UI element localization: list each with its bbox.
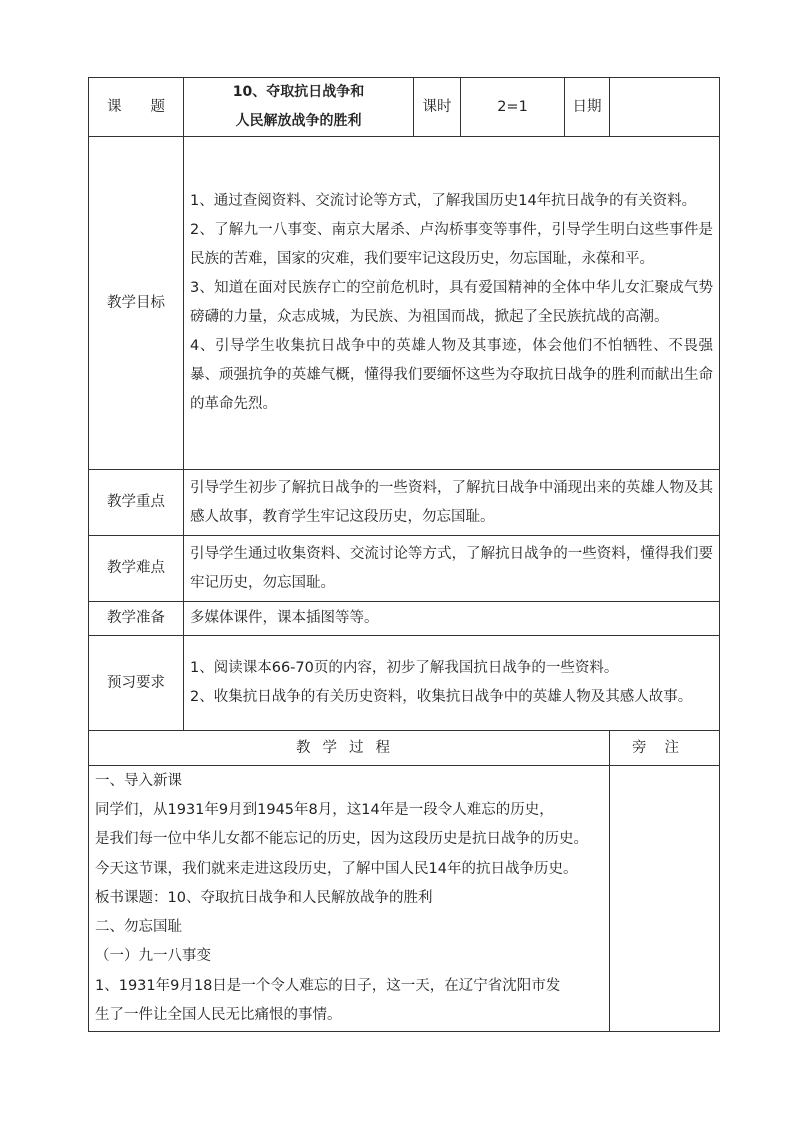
preview-item: 1、阅读课本66-70页的内容，初步了解我国抗日战争的一些资料。 bbox=[190, 660, 619, 676]
process-line: 同学们，从1931年9月到1945年8月，这14年是一段令人难忘的历史， bbox=[95, 801, 554, 818]
process-body-row bbox=[89, 766, 720, 1032]
process-line: 今天这节课，我们就来走进这段历史，了解中国人民14年的抗日战争历史。 bbox=[95, 860, 578, 877]
lesson-title-line2: 人民解放战争的胜利 bbox=[235, 113, 362, 129]
notes-header: 旁注 bbox=[610, 731, 720, 766]
preview-item: 2、收集抗日战争的有关历史资料，收集抗日战争中的英雄人物及其感人故事。 bbox=[190, 689, 693, 705]
lesson-title-line1: 10、夺取抗日战争和 bbox=[232, 84, 365, 100]
objectives-row bbox=[89, 137, 720, 470]
notes-content bbox=[610, 766, 720, 1032]
process-line: （一）九一八事变 bbox=[95, 948, 211, 965]
preparation-content bbox=[184, 602, 720, 636]
difficulties-row bbox=[89, 536, 720, 602]
process-line: 板书课题：10、夺取抗日战争和人民解放战争的胜利 bbox=[95, 889, 433, 906]
objectives-label: 教学目标 bbox=[89, 137, 184, 470]
preparation-label: 教学准备 bbox=[89, 602, 184, 636]
lesson-plan-sheet bbox=[88, 77, 719, 1032]
process-line: 二、勿忘国耻 bbox=[95, 919, 182, 936]
difficulties-label: 教学难点 bbox=[89, 536, 184, 602]
process-line: 是我们每一位中华儿女都不能忘记的历史，因为这段历史是抗日战争的历史。 bbox=[95, 831, 588, 848]
preview-label: 预习要求 bbox=[89, 636, 184, 731]
key-points-row bbox=[89, 470, 720, 536]
preparation-text: 多媒体课件，课本插图等等。 bbox=[190, 610, 379, 626]
difficulties-content bbox=[184, 536, 720, 602]
objective-item: 4、引导学生收集抗日战争中的英雄人物及其事迹，体会他们不怕牺牲、不畏强暴、顽强抗争的英雄气概，懂得我们要缅怀这些为夺取抗日战争的胜利而献出生命的革命先烈。 bbox=[190, 338, 714, 412]
objective-item: 1、通过查阅资料、交流讨论等方式，了解我国历史14年抗日战争的有关资料。 bbox=[190, 193, 697, 209]
objective-item: 3、知道在面对民族存亡的空前危机时，具有爱国精神的全体中华儿女汇聚成气势磅礴的力量，众志成城，为民族、为祖国而战，掀起了全民族抗战的高潮。 bbox=[190, 280, 714, 325]
process-line: 生了一件让全国人民无比痛恨的事情。 bbox=[95, 1007, 342, 1024]
key-points-content bbox=[184, 470, 720, 536]
lesson-plan-table bbox=[88, 77, 720, 1032]
process-line: 一、导入新课 bbox=[95, 772, 182, 789]
objective-item: 2、了解九一八事变、南京大屠杀、卢沟桥事变等事件，引导学生明白这些事件是民族的苦难，国家的灾难，我们要牢记这段历史，勿忘国耻，永葆和平。 bbox=[190, 222, 714, 267]
date-label: 日期 bbox=[565, 78, 610, 137]
date-value bbox=[610, 78, 720, 137]
lesson-title bbox=[184, 78, 414, 137]
objectives-content bbox=[184, 137, 720, 470]
period-label: 课时 bbox=[414, 78, 461, 137]
period-value: 2=1 bbox=[461, 78, 565, 137]
process-header: 教学过程 bbox=[89, 731, 610, 766]
process-content bbox=[89, 766, 610, 1032]
subject-label: 课 题 bbox=[89, 78, 184, 137]
preparation-row bbox=[89, 602, 720, 636]
key-points-label: 教学重点 bbox=[89, 470, 184, 536]
header-row bbox=[89, 78, 720, 137]
key-points-text: 引导学生初步了解抗日战争的一些资料，了解抗日战争中涌现出来的英雄人物及其感人故事，教育学生牢记这段历史，勿忘国耻。 bbox=[190, 479, 714, 525]
difficulties-text: 引导学生通过收集资料、交流讨论等方式，了解抗日战争的一些资料，懂得我们要牢记历史，勿忘国耻。 bbox=[190, 545, 714, 591]
process-header-row bbox=[89, 731, 720, 766]
preview-row bbox=[89, 636, 720, 731]
process-line: 1、1931年9月18日是一个令人难忘的日子，这一天，在辽宁省沈阳市发 bbox=[95, 977, 561, 994]
preview-content bbox=[184, 636, 720, 731]
